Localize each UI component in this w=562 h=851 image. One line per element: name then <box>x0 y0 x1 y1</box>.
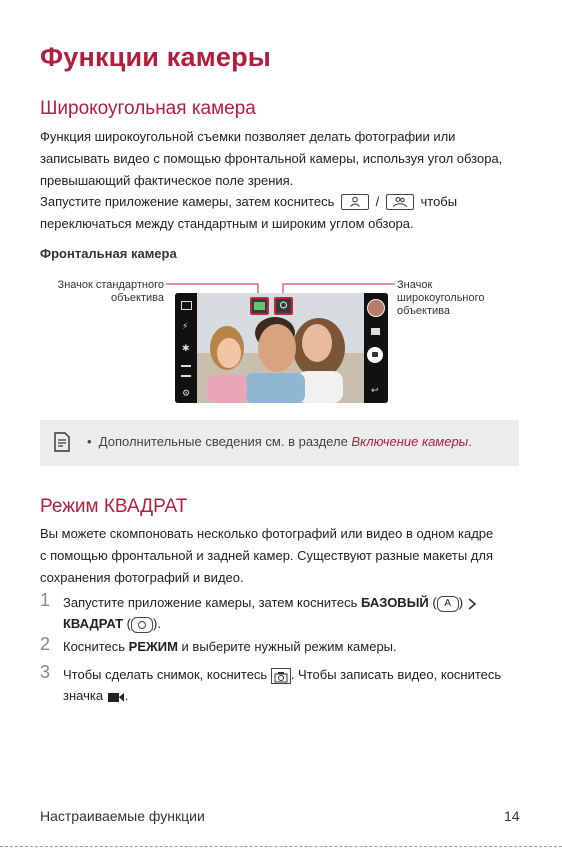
gallery-icon[interactable] <box>181 301 192 310</box>
preview-standard-lens-icon[interactable] <box>250 297 269 315</box>
video-record-icon <box>107 691 125 703</box>
instruction-text-end: чтобы <box>420 194 458 209</box>
square-mode-label: КВАДРАТ <box>63 616 124 631</box>
separator-slash: / <box>375 194 380 209</box>
camera-right-toolbar <box>364 293 388 403</box>
label-line: широкоугольного <box>397 292 485 304</box>
step-text: ( <box>123 616 131 631</box>
description-line: Функция широкоугольной съемки позволяет делать фотографии или <box>40 129 456 144</box>
step-text: ). <box>152 616 161 631</box>
instruction-line: переключаться между стандартным и широким углом обзора. <box>40 216 414 231</box>
mode-label: РЕЖИМ <box>128 639 178 654</box>
step-text: Запустите приложение камеры, затем коснитесь <box>63 595 361 610</box>
bullet: • <box>87 434 92 449</box>
description-line: сохранения фотографий и видео. <box>40 570 244 585</box>
subheading-front-camera: Фронтальная камера <box>40 246 177 261</box>
mode-icon[interactable] <box>181 365 191 377</box>
step-line <box>63 664 513 685</box>
section-heading-square-mode: Режим КВАДРАТ <box>40 496 188 517</box>
chevron-right-icon <box>467 598 477 610</box>
step-number: 1 <box>40 590 51 610</box>
back-icon[interactable]: ↩ <box>371 385 379 395</box>
note-icon <box>54 432 70 452</box>
page-title: Функции камеры <box>40 42 272 72</box>
note-box <box>40 420 519 466</box>
step-text: ( <box>428 595 437 610</box>
label-line: Значок <box>397 279 433 291</box>
description-line: записывать видео с помощью фронтальной камеры, используя угол обзора, <box>40 151 503 166</box>
step-line <box>63 592 513 613</box>
camera-left-toolbar <box>175 293 197 403</box>
camera-shutter-icon <box>271 668 291 684</box>
note-text <box>87 434 472 449</box>
instruction-text: Запустите приложение камеры, затем коснитесь <box>40 194 335 209</box>
description-line: превышающий фактическое поле зрения. <box>40 173 294 188</box>
gear-icon[interactable]: ⚙ <box>182 388 191 398</box>
note-link[interactable]: Включение камеры <box>351 434 469 449</box>
step-number: 2 <box>40 634 51 654</box>
step-text: ) <box>458 595 464 610</box>
shutter-button[interactable] <box>367 347 383 363</box>
step-2 <box>63 636 513 657</box>
note-end: . <box>468 434 472 449</box>
footer-section-name: Настраиваемые функции <box>40 808 205 824</box>
step-text: . <box>124 688 129 703</box>
camera-screenshot <box>175 293 388 403</box>
step-number: 3 <box>40 662 51 682</box>
page-bottom-border <box>0 846 562 847</box>
flash-icon[interactable]: ⚡ <box>182 321 189 331</box>
label-line: Значок стандартного <box>57 279 164 291</box>
step-text: . Чтобы записать видео, коснитесь <box>290 667 502 682</box>
step-line <box>63 685 513 706</box>
step-text: значка <box>63 688 104 703</box>
label-line: объектива <box>110 292 164 304</box>
video-icon[interactable] <box>371 328 380 335</box>
step-text: Коснитесь <box>63 639 129 654</box>
square-mode-description <box>40 523 520 589</box>
label-line: объектива <box>397 305 451 317</box>
step-line <box>63 613 513 634</box>
preview-wide-lens-icon[interactable] <box>274 297 293 315</box>
step-1 <box>63 592 513 634</box>
step-text: Чтобы сделать снимок, коснитесь <box>63 667 268 682</box>
step-3 <box>63 664 513 706</box>
basic-mode-label: БАЗОВЫЙ <box>360 595 429 610</box>
description-line: с помощью фронтальной и задней камер. Существуют разные макеты для <box>40 548 493 563</box>
square-mode-icon <box>131 617 153 633</box>
page-number: 14 <box>504 808 520 824</box>
note-body: Дополнительные сведения см. в разделе <box>98 434 352 449</box>
basic-mode-icon: A <box>437 596 459 612</box>
section-heading-wide-camera: Широкоугольная камера <box>40 98 256 119</box>
settings-icon[interactable]: ✱ <box>182 343 190 353</box>
thumbnail-icon[interactable] <box>367 299 385 317</box>
step-text: и выберите нужный режим камеры. <box>177 639 397 654</box>
description-line: Вы можете скомпоновать несколько фотографий или видео в одном кадре <box>40 526 494 541</box>
